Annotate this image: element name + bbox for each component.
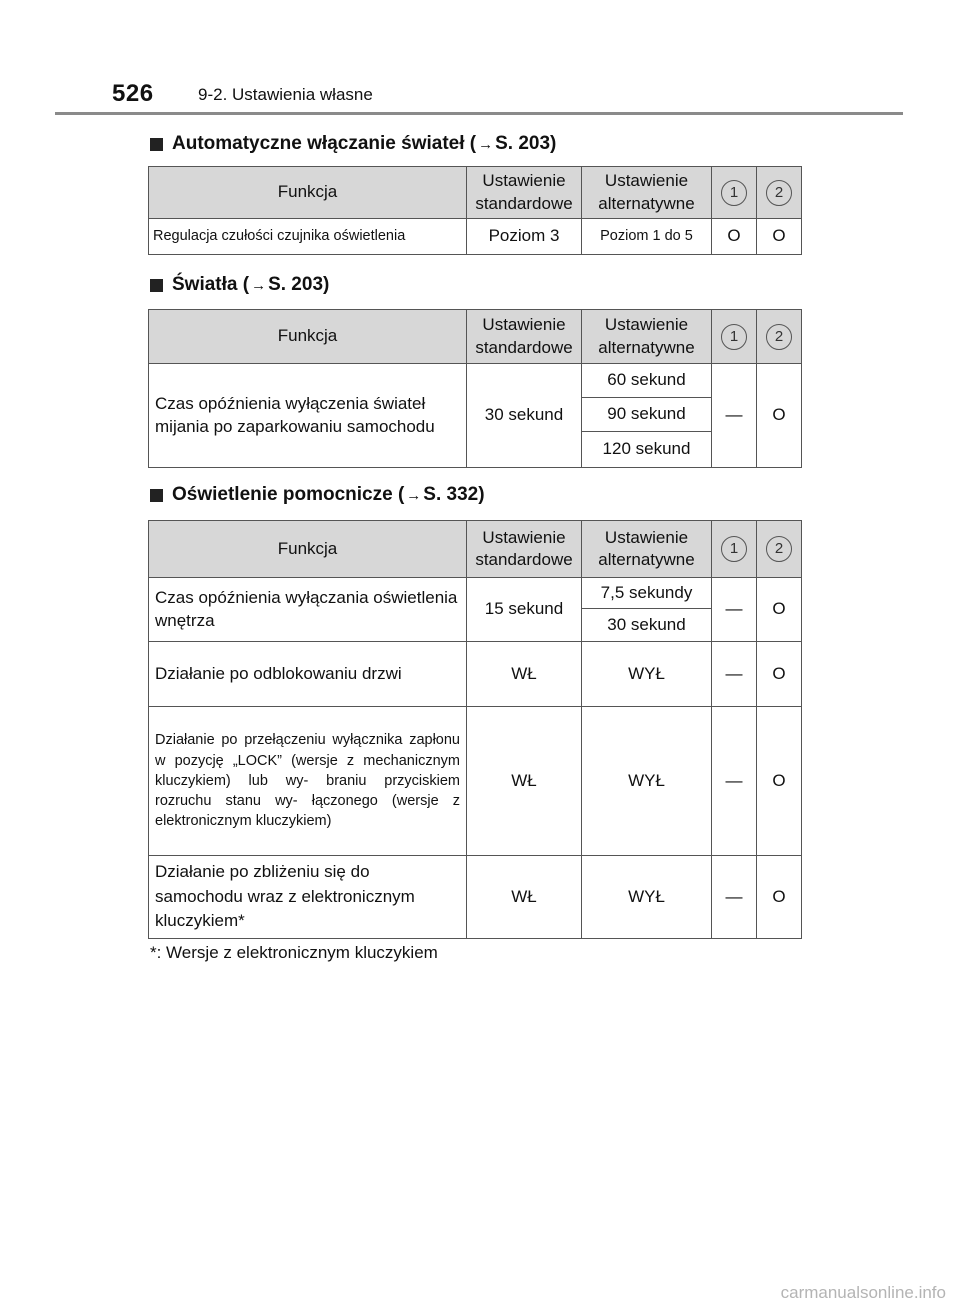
cell-function: Regulacja czułości czujnika oświetlenia (149, 219, 467, 255)
section-title-text: Automatyczne włączanie świateł ( (172, 133, 477, 154)
arrow-right-icon: → (478, 135, 494, 153)
square-bullet-icon (150, 489, 163, 502)
section-title-aux-lighting (150, 484, 485, 506)
arrow-right-icon: → (251, 276, 267, 294)
table-header-row (149, 167, 802, 219)
table-row (149, 578, 802, 609)
cell-alternative: 90 sekund (582, 398, 712, 432)
circled-2-icon: 2 (766, 536, 792, 562)
header-standard: Ustawienie standardowe (467, 167, 582, 219)
header-function: Funkcja (149, 310, 467, 364)
cell-col1: — (712, 707, 757, 856)
header-col2 (757, 521, 802, 578)
table-header-row (149, 521, 802, 578)
circled-1-icon: 1 (721, 180, 747, 206)
table-aux-lighting (148, 520, 802, 939)
section-title-text: Światła ( (172, 274, 250, 295)
cell-alternative: Poziom 1 do 5 (582, 219, 712, 255)
cell-alternative: WYŁ (582, 642, 712, 707)
section-title-auto-lights (150, 133, 556, 155)
header-alternative: Ustawienie alternatywne (582, 521, 712, 578)
header-function: Funkcja (149, 521, 467, 578)
header-divider (55, 112, 903, 115)
cell-col2: O (757, 856, 802, 939)
header-col1 (712, 167, 757, 219)
cell-col2: O (757, 578, 802, 642)
table-auto-lights (148, 166, 802, 255)
header-col1 (712, 310, 757, 364)
header-standard: Ustawienie standardowe (467, 310, 582, 364)
table-row (149, 364, 802, 398)
section-page-ref: S. 203) (495, 133, 557, 154)
header-function: Funkcja (149, 167, 467, 219)
cell-alternative: WYŁ (582, 856, 712, 939)
chapter-title: 9-2. Ustawienia własne (198, 85, 373, 104)
cell-standard: WŁ (467, 642, 582, 707)
footnote: *: Wersje z elektronicznym kluczykiem (150, 943, 438, 962)
table-row (149, 856, 802, 939)
cell-alternative: WYŁ (582, 707, 712, 856)
header-col2 (757, 310, 802, 364)
section-title-lights (150, 274, 329, 296)
page-header (0, 0, 960, 120)
cell-function: Działanie po przełączeniu wyłącznika zapłonu w pozycję „LOCK” (wersje z mechanicznym kluczykiem) lub wy- braniu przyciskiem rozruchu stanu wy- łączonego (wersje z elektronicznym kluczykiem) (149, 707, 467, 856)
header-standard: Ustawienie standardowe (467, 521, 582, 578)
table-row (149, 707, 802, 856)
table-header-row (149, 310, 802, 364)
arrow-right-icon: → (406, 486, 422, 504)
page-number: 526 (112, 80, 154, 107)
cell-standard: Poziom 3 (467, 219, 582, 255)
cell-function: Czas opóźnienia wyłączania oświetlenia wnętrza (149, 578, 467, 642)
cell-col2: O (757, 642, 802, 707)
circled-2-icon: 2 (766, 324, 792, 350)
cell-standard: 15 sekund (467, 578, 582, 642)
cell-standard: WŁ (467, 856, 582, 939)
header-alternative: Ustawienie alternatywne (582, 310, 712, 364)
cell-alternative: 7,5 sekundy (582, 578, 712, 609)
cell-col2: O (757, 364, 802, 468)
cell-col1: — (712, 642, 757, 707)
table-lights (148, 309, 802, 468)
cell-function: Czas opóźnienia wyłączenia świateł mijania po zaparkowaniu samochodu (149, 364, 467, 468)
cell-standard: WŁ (467, 707, 582, 856)
cell-col2: O (757, 219, 802, 255)
header-col2 (757, 167, 802, 219)
section-page-ref: S. 203) (268, 274, 330, 295)
cell-col1: — (712, 364, 757, 468)
cell-alternative: 60 sekund (582, 364, 712, 398)
square-bullet-icon (150, 279, 163, 292)
section-title-text: Oświetlenie pomocnicze ( (172, 484, 405, 505)
circled-1-icon: 1 (721, 536, 747, 562)
table-row (149, 642, 802, 707)
cell-col1: — (712, 856, 757, 939)
table-row (149, 219, 802, 255)
cell-function: Działanie po odblokowaniu drzwi (149, 642, 467, 707)
cell-alternative: 120 sekund (582, 432, 712, 468)
cell-col1: — (712, 578, 757, 642)
cell-function: Działanie po zbliżeniu się do samochodu wraz z elektronicznym kluczykiem* (149, 856, 467, 939)
cell-col2: O (757, 707, 802, 856)
header-alternative: Ustawienie alternatywne (582, 167, 712, 219)
circled-2-icon: 2 (766, 180, 792, 206)
cell-standard: 30 sekund (467, 364, 582, 468)
cell-col1: O (712, 219, 757, 255)
cell-alternative: 30 sekund (582, 609, 712, 642)
header-col1 (712, 521, 757, 578)
square-bullet-icon (150, 138, 163, 151)
section-page-ref: S. 332) (423, 484, 485, 505)
circled-1-icon: 1 (721, 324, 747, 350)
watermark: carmanualsonline.info (780, 1283, 946, 1302)
